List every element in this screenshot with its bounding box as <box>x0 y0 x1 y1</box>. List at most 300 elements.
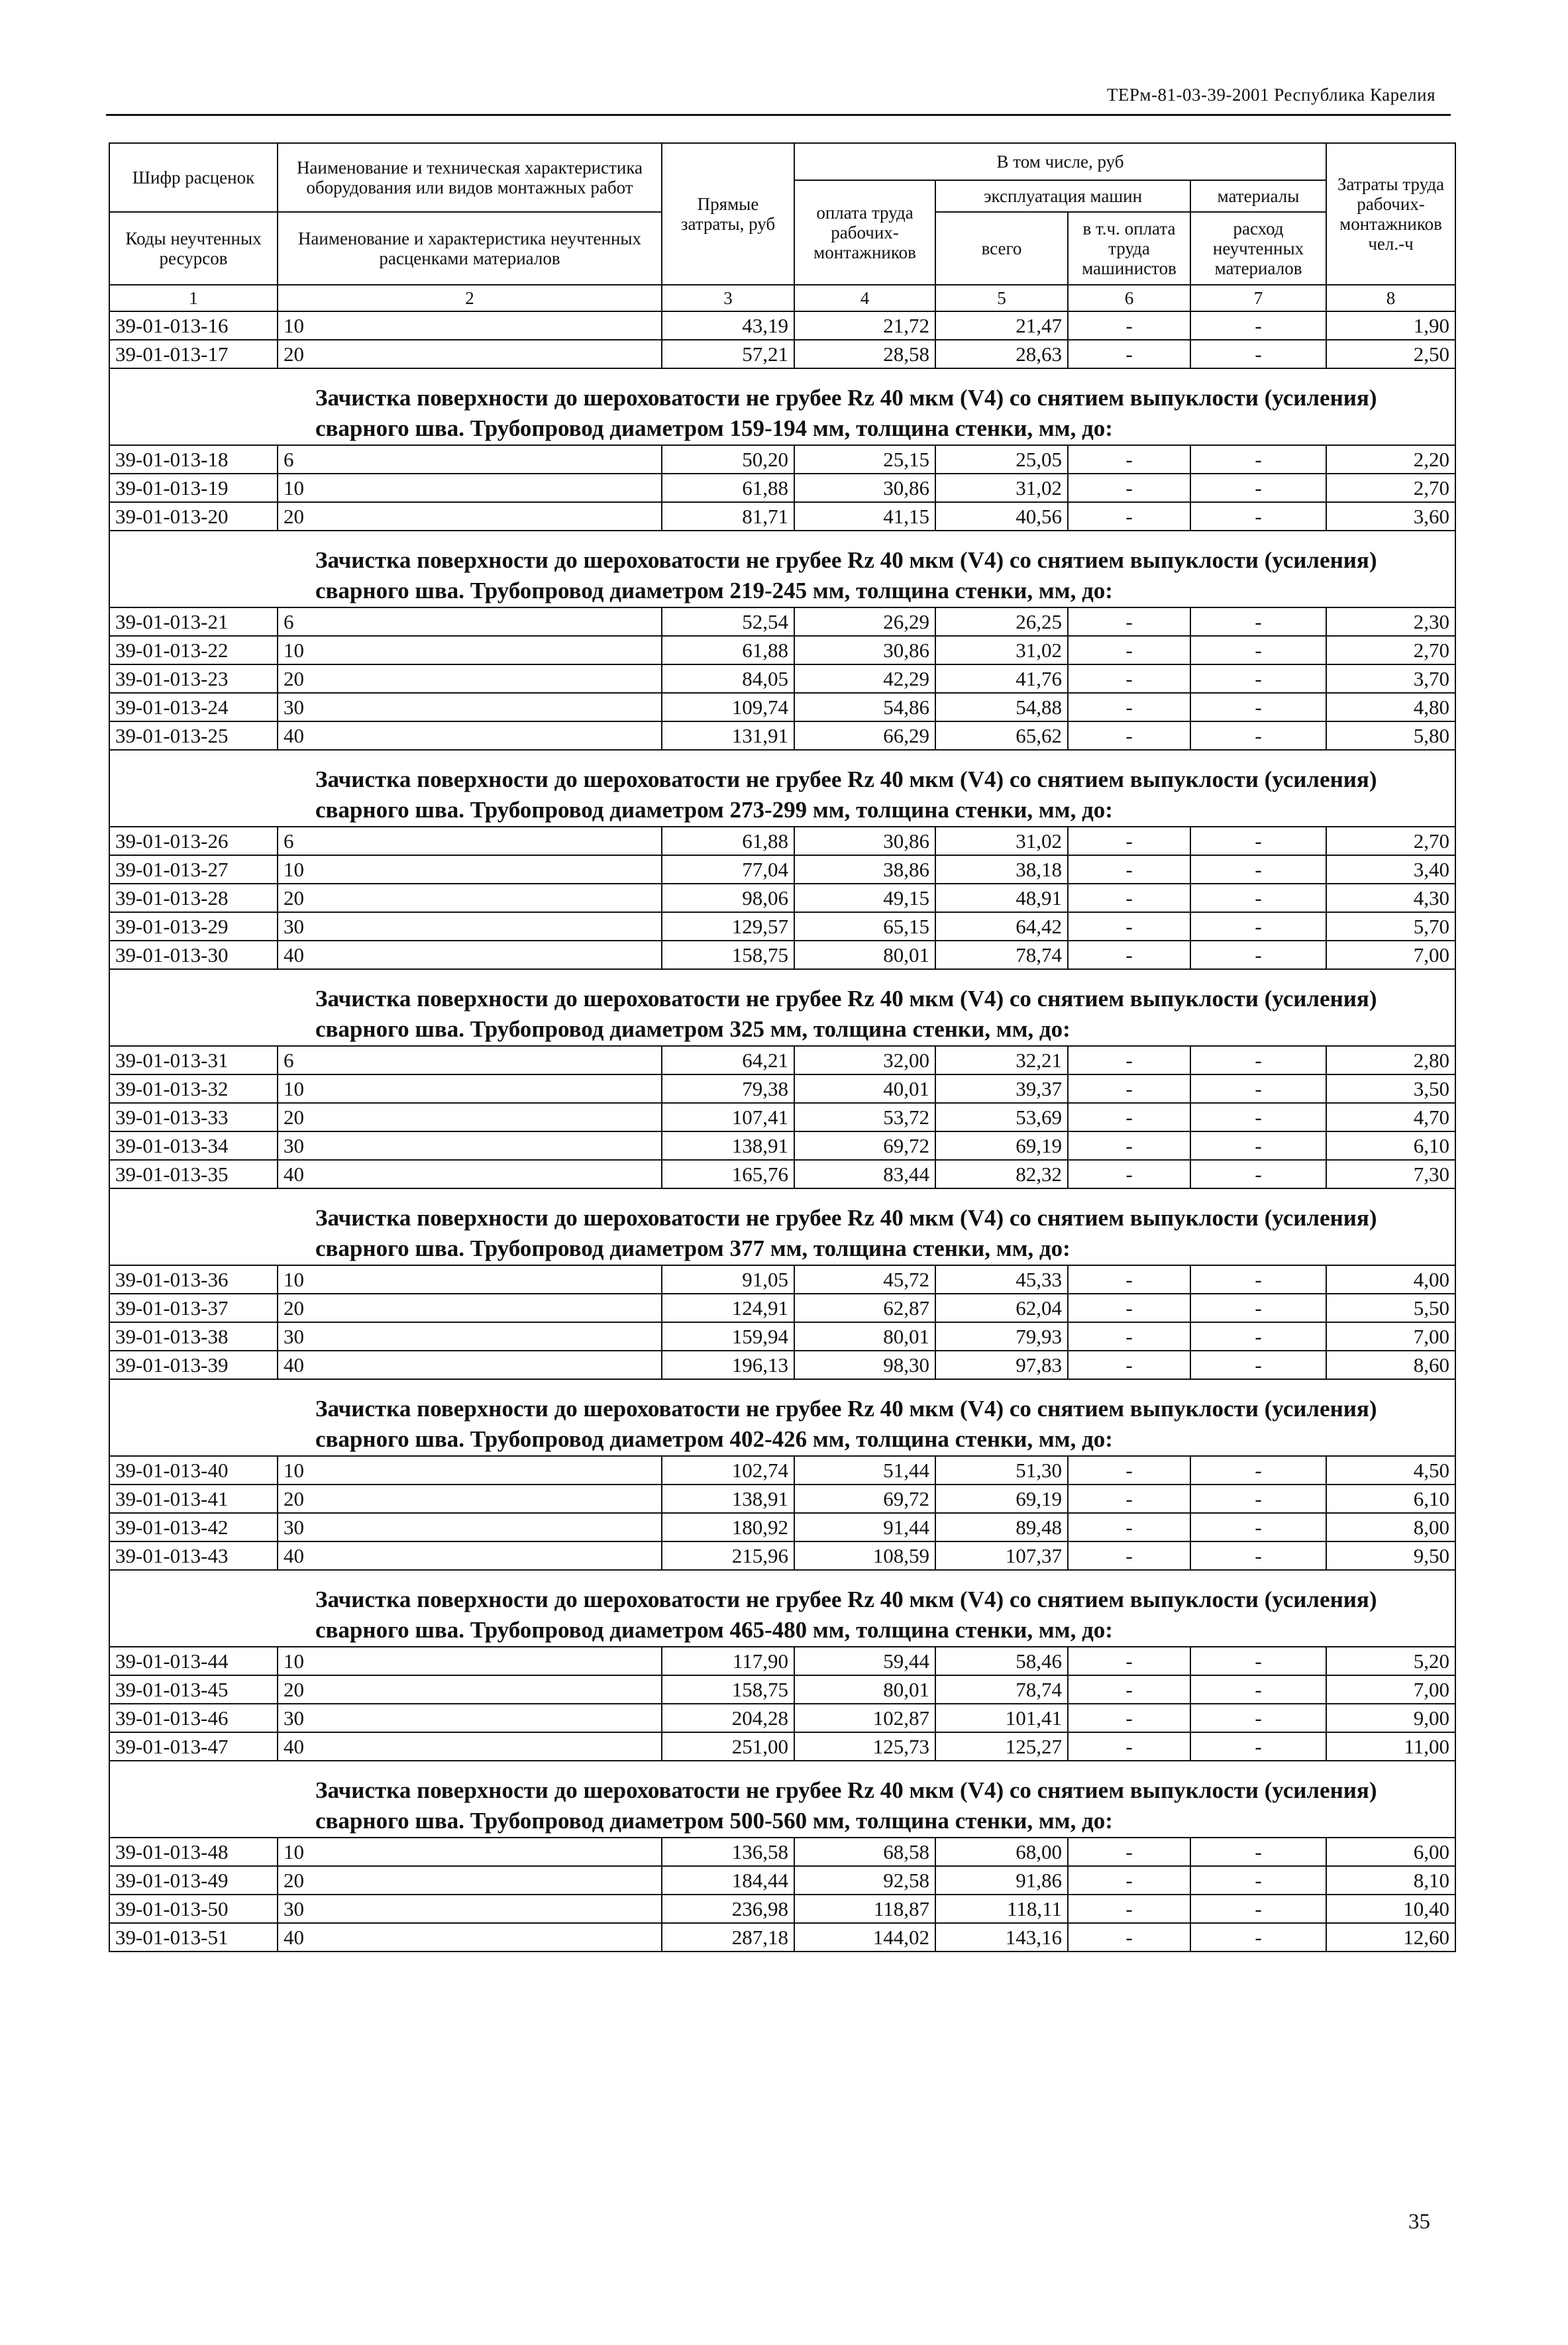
labor-costs: 12,60 <box>1326 1923 1455 1952</box>
labor-pay: 92,58 <box>794 1866 935 1895</box>
labor-costs: 8,60 <box>1326 1351 1455 1379</box>
wall-thickness: 20 <box>278 502 662 531</box>
materials-consumption: - <box>1190 827 1326 855</box>
materials-consumption: - <box>1190 1513 1326 1541</box>
rate-code: 39-01-013-30 <box>109 941 278 969</box>
column-number: 8 <box>1326 285 1455 311</box>
machinists-pay: - <box>1068 1160 1190 1188</box>
machinists-pay: - <box>1068 1838 1190 1866</box>
materials-consumption: - <box>1190 1322 1326 1351</box>
direct-costs: 138,91 <box>662 1485 794 1513</box>
machinists-pay: - <box>1068 1704 1190 1732</box>
rate-code: 39-01-013-22 <box>109 636 278 664</box>
labor-pay: 51,44 <box>794 1456 935 1485</box>
materials-consumption: - <box>1190 1704 1326 1732</box>
machine-ops-total: 48,91 <box>935 884 1068 912</box>
rate-code: 39-01-013-50 <box>109 1895 278 1923</box>
direct-costs: 136,58 <box>662 1838 794 1866</box>
wall-thickness: 30 <box>278 1322 662 1351</box>
rate-code: 39-01-013-17 <box>109 340 278 368</box>
table-row <box>109 721 1455 750</box>
labor-pay: 40,01 <box>794 1074 935 1103</box>
rate-code: 39-01-013-18 <box>109 445 278 474</box>
rate-code: 39-01-013-43 <box>109 1541 278 1570</box>
table-row <box>109 1294 1455 1322</box>
direct-costs: 107,41 <box>662 1103 794 1131</box>
wall-thickness: 20 <box>278 664 662 693</box>
machine-ops-total: 68,00 <box>935 1838 1068 1866</box>
direct-costs: 79,38 <box>662 1074 794 1103</box>
rate-code: 39-01-013-25 <box>109 721 278 750</box>
materials-consumption: - <box>1190 1456 1326 1485</box>
labor-pay: 26,29 <box>794 607 935 636</box>
materials-consumption: - <box>1190 1923 1326 1952</box>
materials-consumption: - <box>1190 1838 1326 1866</box>
header-consumption: расход неучтенных материалов <box>1190 212 1326 285</box>
column-number: 4 <box>794 285 935 311</box>
direct-costs: 236,98 <box>662 1895 794 1923</box>
labor-costs: 3,50 <box>1326 1074 1455 1103</box>
materials-consumption: - <box>1190 941 1326 969</box>
rates-table <box>109 142 1456 1952</box>
section-heading: Зачистка поверхности до шероховатости не грубее Rz 40 мкм (V4) со снятием выпуклости (усиления) сварного шва. Трубопровод диаметром 465-480 мм, толщина стенки, мм, до: <box>109 1570 1455 1647</box>
header-name-tech: Наименование и техническая характеристика оборудования или видов монтажных работ <box>278 143 662 212</box>
section-heading: Зачистка поверхности до шероховатости не грубее Rz 40 мкм (V4) со снятием выпуклости (усиления) сварного шва. Трубопровод диаметром 325 мм, толщина стенки, мм, до: <box>109 969 1455 1046</box>
materials-consumption: - <box>1190 607 1326 636</box>
wall-thickness: 40 <box>278 721 662 750</box>
machinists-pay: - <box>1068 1675 1190 1704</box>
rate-code: 39-01-013-46 <box>109 1704 278 1732</box>
machine-ops-total: 62,04 <box>935 1294 1068 1322</box>
labor-pay: 49,15 <box>794 884 935 912</box>
machinists-pay: - <box>1068 636 1190 664</box>
table-row <box>109 340 1455 368</box>
labor-pay: 54,86 <box>794 693 935 721</box>
labor-costs: 8,10 <box>1326 1866 1455 1895</box>
machine-ops-total: 25,05 <box>935 445 1068 474</box>
machine-ops-total: 21,47 <box>935 311 1068 340</box>
table-row <box>109 1923 1455 1952</box>
direct-costs: 109,74 <box>662 693 794 721</box>
wall-thickness: 10 <box>278 1265 662 1294</box>
table-row <box>109 311 1455 340</box>
direct-costs: 158,75 <box>662 1675 794 1704</box>
section-heading-row <box>109 1379 1455 1456</box>
rate-code: 39-01-013-16 <box>109 311 278 340</box>
machinists-pay: - <box>1068 1131 1190 1160</box>
table-row <box>109 636 1455 664</box>
machinists-pay: - <box>1068 445 1190 474</box>
materials-consumption: - <box>1190 1046 1326 1074</box>
rate-code: 39-01-013-28 <box>109 884 278 912</box>
labor-pay: 66,29 <box>794 721 935 750</box>
materials-consumption: - <box>1190 1351 1326 1379</box>
labor-costs: 5,80 <box>1326 721 1455 750</box>
labor-pay: 80,01 <box>794 1675 935 1704</box>
machine-ops-total: 39,37 <box>935 1074 1068 1103</box>
direct-costs: 64,21 <box>662 1046 794 1074</box>
direct-costs: 43,19 <box>662 311 794 340</box>
labor-costs: 7,00 <box>1326 1322 1455 1351</box>
materials-consumption: - <box>1190 1485 1326 1513</box>
labor-costs: 2,70 <box>1326 827 1455 855</box>
labor-pay: 30,86 <box>794 636 935 664</box>
section-heading-row <box>109 969 1455 1046</box>
table-row <box>109 1046 1455 1074</box>
rate-code: 39-01-013-45 <box>109 1675 278 1704</box>
labor-pay: 80,01 <box>794 1322 935 1351</box>
materials-consumption: - <box>1190 1675 1326 1704</box>
machinists-pay: - <box>1068 1322 1190 1351</box>
column-number: 5 <box>935 285 1068 311</box>
labor-pay: 42,29 <box>794 664 935 693</box>
labor-pay: 69,72 <box>794 1131 935 1160</box>
labor-costs: 8,00 <box>1326 1513 1455 1541</box>
rate-code: 39-01-013-48 <box>109 1838 278 1866</box>
direct-costs: 61,88 <box>662 827 794 855</box>
direct-costs: 102,74 <box>662 1456 794 1485</box>
labor-pay: 125,73 <box>794 1732 935 1761</box>
labor-costs: 9,00 <box>1326 1704 1455 1732</box>
direct-costs: 129,57 <box>662 912 794 941</box>
column-number: 3 <box>662 285 794 311</box>
table-row <box>109 664 1455 693</box>
labor-costs: 10,40 <box>1326 1895 1455 1923</box>
materials-consumption: - <box>1190 1265 1326 1294</box>
header-in-total: В том числе, руб <box>794 143 1326 180</box>
machinists-pay: - <box>1068 1541 1190 1570</box>
direct-costs: 180,92 <box>662 1513 794 1541</box>
labor-pay: 32,00 <box>794 1046 935 1074</box>
machinists-pay: - <box>1068 664 1190 693</box>
rate-code: 39-01-013-39 <box>109 1351 278 1379</box>
rate-code: 39-01-013-40 <box>109 1456 278 1485</box>
header-machine-total: всего <box>935 212 1068 285</box>
rate-code: 39-01-013-51 <box>109 1923 278 1952</box>
machinists-pay: - <box>1068 340 1190 368</box>
direct-costs: 158,75 <box>662 941 794 969</box>
table-row <box>109 1513 1455 1541</box>
machinists-pay: - <box>1068 941 1190 969</box>
table-row <box>109 1485 1455 1513</box>
machinists-pay: - <box>1068 1294 1190 1322</box>
section-heading: Зачистка поверхности до шероховатости не грубее Rz 40 мкм (V4) со снятием выпуклости (усиления) сварного шва. Трубопровод диаметром 402-426 мм, толщина стенки, мм, до: <box>109 1379 1455 1456</box>
wall-thickness: 10 <box>278 474 662 502</box>
rate-code: 39-01-013-21 <box>109 607 278 636</box>
rate-code: 39-01-013-24 <box>109 693 278 721</box>
labor-pay: 118,87 <box>794 1895 935 1923</box>
wall-thickness: 30 <box>278 1895 662 1923</box>
wall-thickness: 10 <box>278 1074 662 1103</box>
machine-ops-total: 125,27 <box>935 1732 1068 1761</box>
column-number: 2 <box>278 285 662 311</box>
direct-costs: 52,54 <box>662 607 794 636</box>
direct-costs: 57,21 <box>662 340 794 368</box>
wall-thickness: 20 <box>278 884 662 912</box>
section-heading-row <box>109 750 1455 827</box>
header-codes-unaccounted: Коды неучтенных ресурсов <box>109 212 278 285</box>
machine-ops-total: 53,69 <box>935 1103 1068 1131</box>
materials-consumption: - <box>1190 1866 1326 1895</box>
machinists-pay: - <box>1068 693 1190 721</box>
machinists-pay: - <box>1068 607 1190 636</box>
rate-code: 39-01-013-32 <box>109 1074 278 1103</box>
table-row <box>109 693 1455 721</box>
labor-costs: 6,10 <box>1326 1131 1455 1160</box>
rate-code: 39-01-013-47 <box>109 1732 278 1761</box>
direct-costs: 124,91 <box>662 1294 794 1322</box>
direct-costs: 165,76 <box>662 1160 794 1188</box>
section-heading: Зачистка поверхности до шероховатости не грубее Rz 40 мкм (V4) со снятием выпуклости (усиления) сварного шва. Трубопровод диаметром 377 мм, толщина стенки, мм, до: <box>109 1188 1455 1265</box>
wall-thickness: 20 <box>278 1103 662 1131</box>
rate-code: 39-01-013-34 <box>109 1131 278 1160</box>
table-row <box>109 1866 1455 1895</box>
table-body <box>109 311 1455 1952</box>
column-numbers-row <box>109 285 1455 311</box>
materials-consumption: - <box>1190 1294 1326 1322</box>
labor-pay: 25,15 <box>794 445 935 474</box>
direct-costs: 196,13 <box>662 1351 794 1379</box>
rate-code: 39-01-013-23 <box>109 664 278 693</box>
machine-ops-total: 89,48 <box>935 1513 1068 1541</box>
table-row <box>109 884 1455 912</box>
labor-pay: 38,86 <box>794 855 935 884</box>
wall-thickness: 40 <box>278 1160 662 1188</box>
wall-thickness: 20 <box>278 340 662 368</box>
machine-ops-total: 51,30 <box>935 1456 1068 1485</box>
table-row <box>109 445 1455 474</box>
wall-thickness: 40 <box>278 1351 662 1379</box>
labor-costs: 7,00 <box>1326 1675 1455 1704</box>
wall-thickness: 30 <box>278 1704 662 1732</box>
machine-ops-total: 45,33 <box>935 1265 1068 1294</box>
labor-pay: 102,87 <box>794 1704 935 1732</box>
wall-thickness: 30 <box>278 1513 662 1541</box>
table-row <box>109 1074 1455 1103</box>
machinists-pay: - <box>1068 912 1190 941</box>
table-row <box>109 855 1455 884</box>
labor-costs: 3,40 <box>1326 855 1455 884</box>
materials-consumption: - <box>1190 664 1326 693</box>
header-materials: материалы <box>1190 180 1326 212</box>
page-number: 35 <box>1408 2210 1430 2234</box>
materials-consumption: - <box>1190 884 1326 912</box>
header-rule <box>106 114 1451 116</box>
section-heading: Зачистка поверхности до шероховатости не грубее Rz 40 мкм (V4) со снятием выпуклости (усиления) сварного шва. Трубопровод диаметром 159-194 мм, толщина стенки, мм, до: <box>109 368 1455 445</box>
wall-thickness: 30 <box>278 912 662 941</box>
machinists-pay: - <box>1068 884 1190 912</box>
machinists-pay: - <box>1068 855 1190 884</box>
machine-ops-total: 101,41 <box>935 1704 1068 1732</box>
direct-costs: 50,20 <box>662 445 794 474</box>
table-row <box>109 1732 1455 1761</box>
labor-pay: 45,72 <box>794 1265 935 1294</box>
labor-costs: 2,50 <box>1326 340 1455 368</box>
section-heading: Зачистка поверхности до шероховатости не грубее Rz 40 мкм (V4) со снятием выпуклости (усиления) сварного шва. Трубопровод диаметром 500-560 мм, толщина стенки, мм, до: <box>109 1761 1455 1838</box>
direct-costs: 81,71 <box>662 502 794 531</box>
wall-thickness: 30 <box>278 693 662 721</box>
materials-consumption: - <box>1190 1074 1326 1103</box>
rate-code: 39-01-013-33 <box>109 1103 278 1131</box>
materials-consumption: - <box>1190 693 1326 721</box>
rate-code: 39-01-013-27 <box>109 855 278 884</box>
wall-thickness: 40 <box>278 1732 662 1761</box>
machine-ops-total: 54,88 <box>935 693 1068 721</box>
labor-pay: 30,86 <box>794 827 935 855</box>
column-number: 1 <box>109 285 278 311</box>
labor-pay: 83,44 <box>794 1160 935 1188</box>
labor-costs: 5,70 <box>1326 912 1455 941</box>
direct-costs: 84,05 <box>662 664 794 693</box>
labor-costs: 4,30 <box>1326 884 1455 912</box>
wall-thickness: 20 <box>278 1675 662 1704</box>
wall-thickness: 20 <box>278 1294 662 1322</box>
direct-costs: 117,90 <box>662 1647 794 1675</box>
table-row <box>109 1131 1455 1160</box>
rate-code: 39-01-013-31 <box>109 1046 278 1074</box>
table-row <box>109 1675 1455 1704</box>
materials-consumption: - <box>1190 1160 1326 1188</box>
machine-ops-total: 91,86 <box>935 1866 1068 1895</box>
machine-ops-total: 64,42 <box>935 912 1068 941</box>
direct-costs: 138,91 <box>662 1131 794 1160</box>
header-labor-costs: Затраты труда рабочих-монтажников чел.-ч <box>1326 143 1455 285</box>
labor-costs: 4,70 <box>1326 1103 1455 1131</box>
table-row <box>109 1160 1455 1188</box>
machine-ops-total: 31,02 <box>935 827 1068 855</box>
column-number: 7 <box>1190 285 1326 311</box>
wall-thickness: 10 <box>278 311 662 340</box>
labor-costs: 2,70 <box>1326 474 1455 502</box>
labor-pay: 62,87 <box>794 1294 935 1322</box>
wall-thickness: 6 <box>278 445 662 474</box>
machine-ops-total: 58,46 <box>935 1647 1068 1675</box>
rate-code: 39-01-013-29 <box>109 912 278 941</box>
wall-thickness: 10 <box>278 636 662 664</box>
table-row <box>109 827 1455 855</box>
direct-costs: 61,88 <box>662 636 794 664</box>
materials-consumption: - <box>1190 721 1326 750</box>
wall-thickness: 40 <box>278 1923 662 1952</box>
materials-consumption: - <box>1190 445 1326 474</box>
labor-pay: 30,86 <box>794 474 935 502</box>
machinists-pay: - <box>1068 1513 1190 1541</box>
machine-ops-total: 82,32 <box>935 1160 1068 1188</box>
labor-costs: 2,80 <box>1326 1046 1455 1074</box>
machinists-pay: - <box>1068 827 1190 855</box>
labor-costs: 4,50 <box>1326 1456 1455 1485</box>
machine-ops-total: 79,93 <box>935 1322 1068 1351</box>
machine-ops-total: 69,19 <box>935 1485 1068 1513</box>
labor-costs: 6,10 <box>1326 1485 1455 1513</box>
section-heading-row <box>109 531 1455 607</box>
machinists-pay: - <box>1068 1895 1190 1923</box>
machine-ops-total: 69,19 <box>935 1131 1068 1160</box>
section-heading-row <box>109 1570 1455 1647</box>
direct-costs: 77,04 <box>662 855 794 884</box>
rate-code: 39-01-013-19 <box>109 474 278 502</box>
labor-pay: 21,72 <box>794 311 935 340</box>
wall-thickness: 20 <box>278 1485 662 1513</box>
machinists-pay: - <box>1068 1456 1190 1485</box>
table-row <box>109 912 1455 941</box>
section-heading-row <box>109 1188 1455 1265</box>
direct-costs: 215,96 <box>662 1541 794 1570</box>
machinists-pay: - <box>1068 721 1190 750</box>
machine-ops-total: 41,76 <box>935 664 1068 693</box>
labor-costs: 7,30 <box>1326 1160 1455 1188</box>
machine-ops-total: 65,62 <box>935 721 1068 750</box>
rate-code: 39-01-013-41 <box>109 1485 278 1513</box>
table-header <box>109 143 1455 311</box>
labor-costs: 2,30 <box>1326 607 1455 636</box>
section-heading-row <box>109 368 1455 445</box>
wall-thickness: 10 <box>278 1838 662 1866</box>
rate-code: 39-01-013-36 <box>109 1265 278 1294</box>
machine-ops-total: 97,83 <box>935 1351 1068 1379</box>
labor-pay: 98,30 <box>794 1351 935 1379</box>
machinists-pay: - <box>1068 311 1190 340</box>
labor-pay: 144,02 <box>794 1923 935 1952</box>
labor-costs: 5,50 <box>1326 1294 1455 1322</box>
labor-costs: 3,60 <box>1326 502 1455 531</box>
rate-code: 39-01-013-44 <box>109 1647 278 1675</box>
table-row <box>109 1322 1455 1351</box>
materials-consumption: - <box>1190 1732 1326 1761</box>
wall-thickness: 10 <box>278 1647 662 1675</box>
labor-costs: 5,20 <box>1326 1647 1455 1675</box>
labor-costs: 2,70 <box>1326 636 1455 664</box>
rate-code: 39-01-013-35 <box>109 1160 278 1188</box>
machinists-pay: - <box>1068 1647 1190 1675</box>
direct-costs: 204,28 <box>662 1704 794 1732</box>
machinists-pay: - <box>1068 1732 1190 1761</box>
machinists-pay: - <box>1068 1265 1190 1294</box>
machinists-pay: - <box>1068 502 1190 531</box>
header-name-unaccounted: Наименование и характеристика неучтенных расценками материалов <box>278 212 662 285</box>
labor-costs: 1,90 <box>1326 311 1455 340</box>
rate-code: 39-01-013-38 <box>109 1322 278 1351</box>
wall-thickness: 10 <box>278 1456 662 1485</box>
machine-ops-total: 32,21 <box>935 1046 1068 1074</box>
header-shifr: Шифр расценок <box>109 143 278 212</box>
materials-consumption: - <box>1190 1895 1326 1923</box>
table-row <box>109 941 1455 969</box>
machinists-pay: - <box>1068 1103 1190 1131</box>
machine-ops-total: 40,56 <box>935 502 1068 531</box>
wall-thickness: 6 <box>278 1046 662 1074</box>
labor-costs: 6,00 <box>1326 1838 1455 1866</box>
table-row <box>109 1541 1455 1570</box>
table-row <box>109 1647 1455 1675</box>
labor-pay: 69,72 <box>794 1485 935 1513</box>
wall-thickness: 6 <box>278 607 662 636</box>
materials-consumption: - <box>1190 474 1326 502</box>
wall-thickness: 40 <box>278 941 662 969</box>
labor-pay: 53,72 <box>794 1103 935 1131</box>
header-labor-pay: оплата труда рабочих-монтажников <box>794 180 935 285</box>
labor-costs: 9,50 <box>1326 1541 1455 1570</box>
wall-thickness: 6 <box>278 827 662 855</box>
labor-pay: 91,44 <box>794 1513 935 1541</box>
header-direct-costs: Прямые затраты, руб <box>662 143 794 285</box>
machinists-pay: - <box>1068 1923 1190 1952</box>
table-row <box>109 1838 1455 1866</box>
section-heading-row <box>109 1761 1455 1838</box>
direct-costs: 159,94 <box>662 1322 794 1351</box>
direct-costs: 287,18 <box>662 1923 794 1952</box>
materials-consumption: - <box>1190 340 1326 368</box>
